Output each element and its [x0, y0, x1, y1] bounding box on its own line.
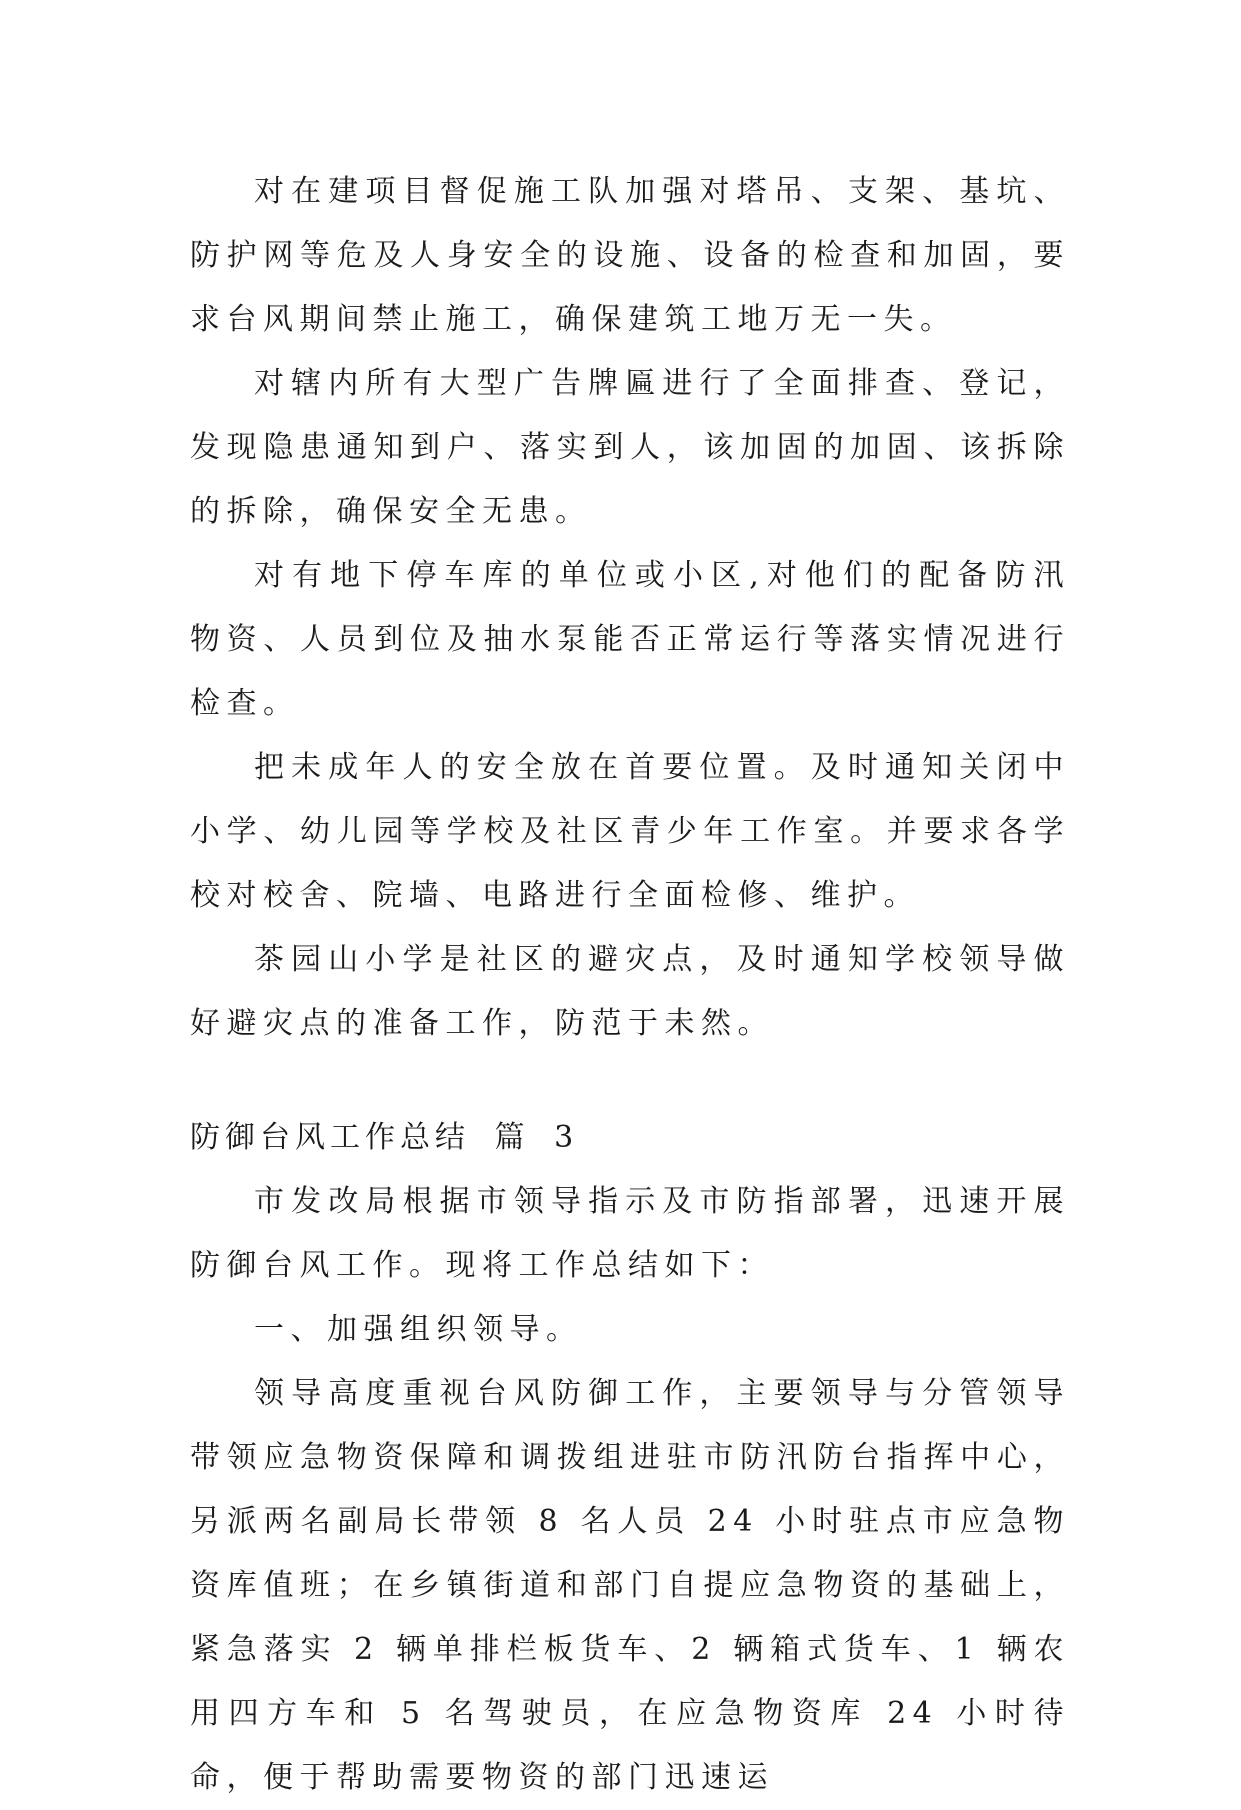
paragraph-shelter-point: 茶园山小学是社区的避灾点，及时通知学校领导做好避灾点的准备工作，防范于未然。 [190, 942, 1070, 1041]
document-page [190, 160, 1070, 1810]
paragraph-construction-sites: 对在建项目督促施工队加强对塔吊、支架、基坑、防护网等危及人身安全的设施、设备的检查和加固，要求台风期间禁止施工，确保建筑工地万无一失。 [190, 174, 1070, 337]
paragraph-minors-safety: 把未成年人的安全放在首要位置。及时通知关闭中小学、幼儿园等学校及社区青少年工作室。并要求各学校对校舍、院墙、电路进行全面检修、维护。 [190, 750, 1070, 913]
paragraph-leadership: 领导高度重视台风防御工作，主要领导与分管领导带领应急物资保障和调拨组进驻市防汛防台指挥中心，另派两名副局长带领 8 名人员 24 小时驻点市应急物资库值班；在乡镇街道和部门自提应急物资的基础上，紧急落实 2 辆单排栏板货车、2 辆箱式货车、1 辆农用四方车和 5 名驾驶员，在应急物资库 24 小时待命，便于帮助需要物资的部门迅速运 [190, 1376, 1070, 1795]
paragraph-billboards: 对辖内所有大型广告牌匾进行了全面排查、登记，发现隐患通知到户、落实到人，该加固的加固、该拆除的拆除，确保安全无患。 [190, 366, 1070, 529]
paragraph-intro: 市发改局根据市领导指示及市防指部署，迅速开展防御台风工作。现将工作总结如下： [190, 1184, 1070, 1283]
paragraph-subheading: 一、加强组织领导。 [254, 1312, 583, 1347]
section-heading: 防御台风工作总结 篇 3 [190, 1120, 579, 1155]
paragraph-underground-garages: 对有地下停车库的单位或小区,对他们的配备防汛物资、人员到位及抽水泵能否正常运行等落实情况进行检查。 [190, 558, 1070, 721]
